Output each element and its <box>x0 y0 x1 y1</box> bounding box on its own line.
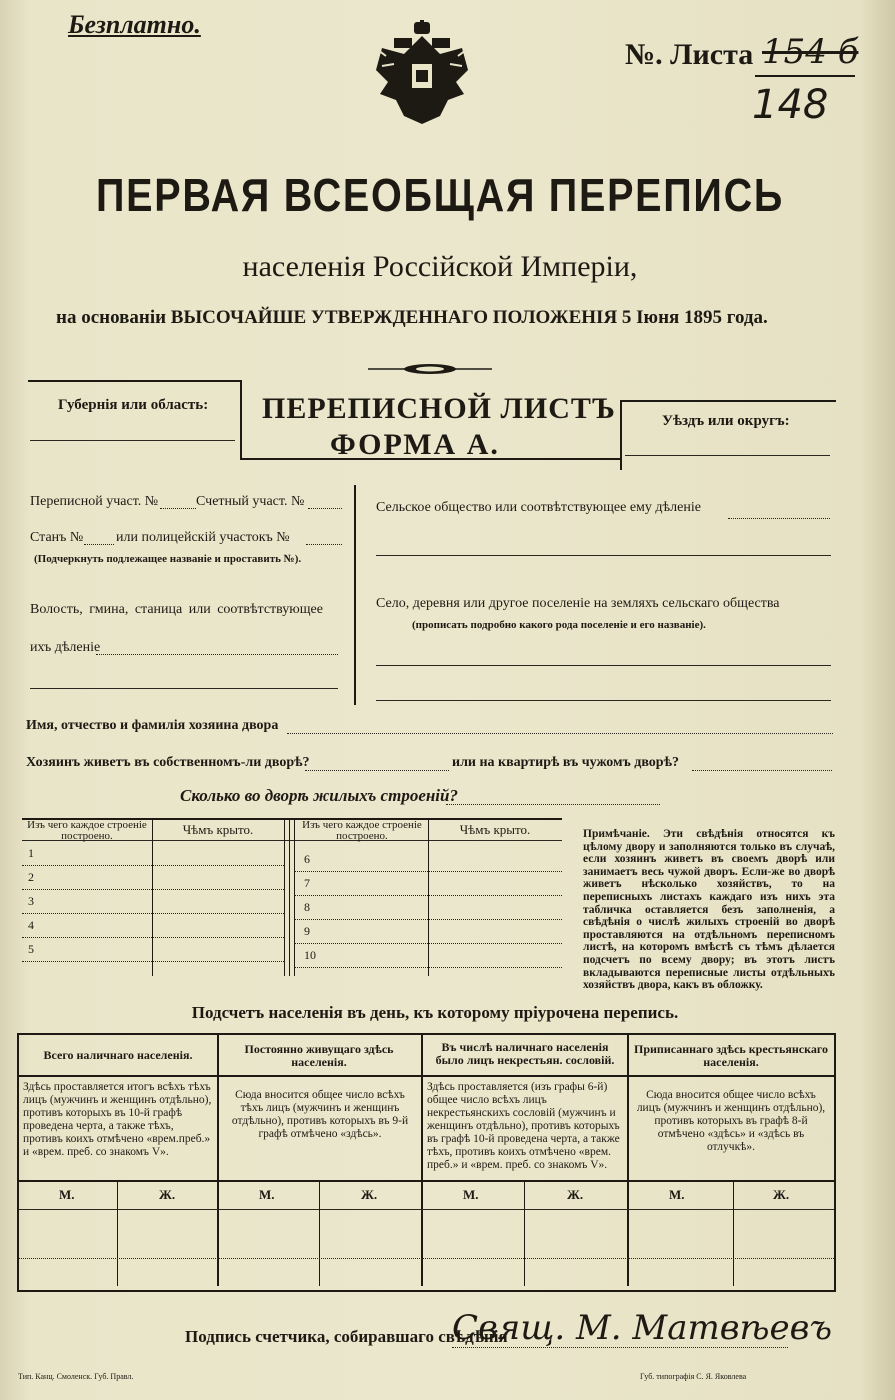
signature-handwritten: Свящ. М. Матвѣевъ <box>452 1308 833 1348</box>
sheet-number-handwritten: 148 <box>752 82 829 128</box>
sheet-number-underline <box>755 75 855 77</box>
district-box <box>620 400 836 470</box>
legal-basis: на основаніи ВЫСОЧАЙШЕ УТВЕРЖДЕННАГО ПОЛОЖЕНІЯ 5 Іюня 1895 года. <box>56 307 768 328</box>
col4-male: М. <box>669 1187 685 1202</box>
row-num-3: 3 <box>28 894 34 908</box>
count-col4-body: Сюда вносится общее число всѣхъ лицъ (мужчинъ и женщинъ отдѣльно), противъ которыхъ въ графѣ 8-й отмѣчено «здѣсь» и «здѣсь въ отлучкѣ». <box>636 1089 826 1153</box>
rural-society-input[interactable] <box>728 518 830 519</box>
main-title: ПЕРВАЯ ВСЕОБЩАЯ ПЕРЕПИСЬ <box>95 169 785 221</box>
imprint-left: Тип. Канц. Смоленск. Губ. Правл. <box>18 1372 134 1381</box>
row-num-2: 2 <box>28 870 34 884</box>
district-label: Уѣздъ или округъ: <box>662 413 790 429</box>
population-count-table <box>17 1033 836 1292</box>
rural-society-input-2[interactable] <box>376 555 831 556</box>
material-header-right: Изъ чего каждое строеніе построено. <box>302 819 422 842</box>
division-label: ихъ дѣленіе <box>30 640 101 655</box>
owner-lives-label: Хозяинъ живетъ въ собственномъ-ли дворѣ? <box>26 755 310 770</box>
section-divider <box>354 485 356 705</box>
row-num-4: 4 <box>28 918 34 932</box>
free-label: Безплатно. <box>68 10 201 39</box>
signature-label: Подпись счетчика, собиравшаго свѣдѣнія <box>185 1327 508 1346</box>
buildings-count-input[interactable] <box>446 804 660 805</box>
imprint-right: Губ. типографія С. Я. Яковлева <box>640 1372 747 1381</box>
count-caption: Подсчетъ населенія въ день, къ которому пріурочена перепись. <box>191 1003 679 1022</box>
buildings-question: Сколько во дворѣ жилыхъ строеній? <box>180 786 458 805</box>
census-section-label: Переписной участ. № <box>30 494 159 509</box>
count-col3-head: Въ числѣ наличнаго населенія было лицъ некрестьян. сословій. <box>435 1040 615 1067</box>
material-header-left: Изъ чего каждое строеніе построено. <box>27 819 147 842</box>
row-num-9: 9 <box>304 924 310 938</box>
count-col3-body: Здѣсь проставляется (изъ графы 6-й) общее число всѣхъ лицъ некрестьянскихъ сословій (мужчинъ и женщинъ отдѣльно), противъ которыхъ въ графѣ 10-й проведена черта, а также тѣхъ, противъ коихъ отмѣчено «врем. преб.» и «врем. преб. со знакомъ V». <box>427 1081 620 1171</box>
row-num-8: 8 <box>304 900 310 914</box>
row-num-6: 6 <box>304 852 310 866</box>
count-col2-body: Сюда вносится общее число всѣхъ тѣхъ лицъ (мужчинъ и женщинъ отдѣльно), противъ которыхъ въ 9-й графѣ отмѣчено «здѣсь». <box>231 1089 409 1140</box>
count-col4-head: Приписаннаго здѣсь крестьянскаго населенія. <box>634 1042 828 1069</box>
row-num-1: 1 <box>28 846 34 860</box>
counting-section-label: Счетный участ. № <box>196 494 305 509</box>
sheet-number-label: №. Листа <box>625 38 754 71</box>
apartment-label: или на квартирѣ въ чужомъ дворѣ? <box>452 755 679 770</box>
roof-header-right: Чѣмъ крыто. <box>459 822 531 837</box>
own-yard-input[interactable] <box>305 770 449 771</box>
province-line[interactable] <box>30 440 235 441</box>
form-title: ПЕРЕПИСНОЙ ЛИСТЪ <box>262 392 616 425</box>
stan-input[interactable] <box>84 544 114 545</box>
col4-female: Ж. <box>773 1187 790 1202</box>
village-input[interactable] <box>376 665 831 666</box>
subtitle: населенія Россійской Имперіи, <box>242 250 638 283</box>
stan-label: Станъ № <box>30 530 84 545</box>
police-section-input[interactable] <box>306 544 342 545</box>
col1-male: М. <box>59 1187 75 1202</box>
owner-name-input[interactable] <box>287 733 833 734</box>
rural-society-label: Сельское общество или соотвѣтствующее ему дѣленіе <box>376 500 701 515</box>
row-num-7: 7 <box>304 876 310 890</box>
police-section-label: или полицейскій участокъ № <box>116 530 290 545</box>
count-col1-body: Здѣсь проставляется итогъ всѣхъ тѣхъ лицъ (мужчинъ и женщинъ отдѣльно), противъ которыхъ въ 10-й графѣ проведена черта, а также тѣхъ, противъ коихъ отмѣчено «врем.преб.» и «врем. преб. со знакомъ V». <box>23 1081 212 1158</box>
village-label: Село, деревня или другое поселеніе на земляхъ сельскаго общества <box>376 596 780 611</box>
col2-female: Ж. <box>361 1187 378 1202</box>
village-input-2[interactable] <box>376 700 831 701</box>
row-num-5: 5 <box>28 942 34 956</box>
counting-section-input[interactable] <box>308 508 342 509</box>
roof-header-left: Чѣмъ крыто. <box>182 822 254 837</box>
buildings-table <box>22 818 562 976</box>
col2-male: М. <box>259 1187 275 1202</box>
col3-male: М. <box>463 1187 479 1202</box>
col1-female: Ж. <box>159 1187 176 1202</box>
form-subtitle: ФОРМА А. <box>330 428 500 461</box>
apartment-input[interactable] <box>692 770 832 771</box>
count-col1-head: Всего наличнаго населенія. <box>43 1048 193 1062</box>
census-section-input[interactable] <box>160 508 196 509</box>
division-input-2[interactable] <box>30 688 338 689</box>
district-line[interactable] <box>625 455 830 456</box>
province-label: Губернія или область: <box>58 397 209 413</box>
province-box <box>28 380 242 460</box>
division-input[interactable] <box>96 654 338 655</box>
underline-note: (Подчеркнуть подлежащее названіе и проставить №). <box>34 553 302 565</box>
col3-female: Ж. <box>567 1187 584 1202</box>
volost-label: Волость, гмина, станица или соотвѣтствующее <box>30 602 323 617</box>
note-text: Примѣчаніе. Эти свѣдѣнія относятся къ цѣлому двору и заполняются только въ случаѣ, если хозяинъ живетъ въ своемъ дворѣ или занимаетъ весь чужой дворъ. Если-же во дворѣ живетъ нѣсколько хозяйствъ, то на переписныхъ листахъ каждаго изъ нихъ эта табличка оставляется безъ заполненія, а свѣдѣнія о числѣ жилыхъ строеній во дворѣ проставляются на отдѣльномъ переписномъ листѣ, на которомъ вмѣстѣ съ тѣмъ дѣлается подсчетъ по всему двору; въ этотъ листъ вкладываются переписные листы отдѣльныхъ хозяйствъ двора, какъ въ обложку. <box>583 828 835 992</box>
row-num-10: 10 <box>304 948 316 962</box>
sheet-number-crossed: 154 б <box>762 32 859 72</box>
count-col2-head: Постоянно живущаго здѣсь населенія. <box>244 1042 394 1069</box>
village-note: (прописать подробно какого рода поселеніе и его названіе). <box>412 619 706 631</box>
imperial-eagle-emblem <box>374 20 470 132</box>
ornament-divider <box>368 362 492 376</box>
owner-name-label: Имя, отчество и фамилія хозяина двора <box>26 718 279 733</box>
